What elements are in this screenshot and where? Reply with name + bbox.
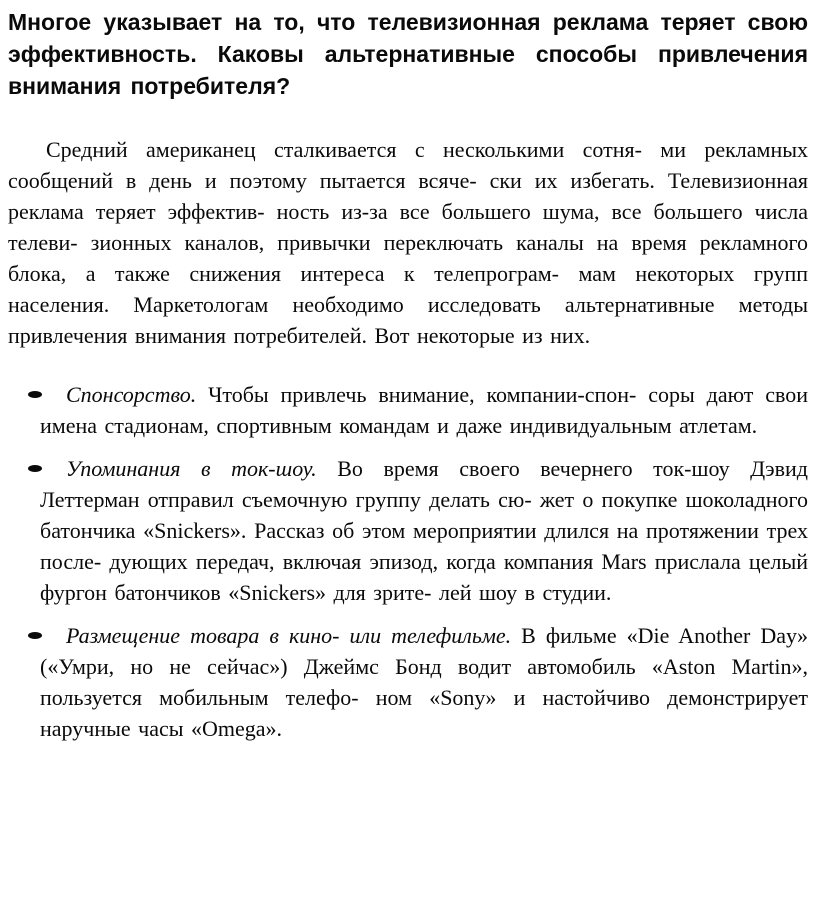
list-item xyxy=(8,453,808,608)
document-heading: Многое указывает на то, что телевизионная реклама теряет свою эффективность. Каковы альтернативные способы привлечения внимания потребителя? xyxy=(8,9,808,99)
bullet-list xyxy=(8,379,808,744)
list-item-lead: Размещение товара в кино- или телефильме. xyxy=(66,623,512,648)
list-item xyxy=(8,620,808,744)
list-item-text xyxy=(40,453,808,608)
list-item-lead: Упоминания в ток-шоу. xyxy=(66,456,317,481)
dash-bullet-icon xyxy=(28,632,42,639)
intro-paragraph: Средний американец сталкивается с несколькими сотня- ми рекламных сообщений в день и поэтому пытается всяче- ски их избегать. Телевизионная реклама теряет эффектив- ность из-за все большего шума, все большего числа телеви- зионных каналов, привычки переключать каналы на время рекламного блока, а также снижения интереса к телепрограм- мам некоторых групп населения. Маркетологам необходимо исследовать альтернативные методы привлечения внимания потребителей. Вот некоторые из них. xyxy=(8,137,808,348)
list-item-body: В фильме «Die Another Day» («Умри, но не сейчас») Джеймс Бонд водит автомобиль «Aston Martin», пользуется мобильным телефо- ном «Sony» и настойчиво демонстрирует наручные часы «Omega». xyxy=(40,623,808,741)
list-item-lead: Спонсорство. xyxy=(66,382,197,407)
dash-bullet-icon xyxy=(28,465,42,472)
list-item-text xyxy=(40,379,808,441)
list-item-text xyxy=(40,620,808,744)
list-item xyxy=(8,379,808,441)
list-item-body: Во время своего вечернего ток-шоу Дэвид Леттерман отправил съемочную группу делать сю- жет о покупке шоколадного батончика «Snickers». Рассказ об этом мероприятии длился на протяжении трех после- дующих передач, включая эпизод, когда компания Mars прислала целый фургон батончиков «Snickers» для зрите- лей шоу в студии. xyxy=(40,456,808,605)
list-item-body: Чтобы привлечь внимание, компании-спон- соры дают свои имена стадионам, спортивным командам и даже индивидуальным атлетам. xyxy=(40,382,808,438)
dash-bullet-icon xyxy=(28,391,42,398)
